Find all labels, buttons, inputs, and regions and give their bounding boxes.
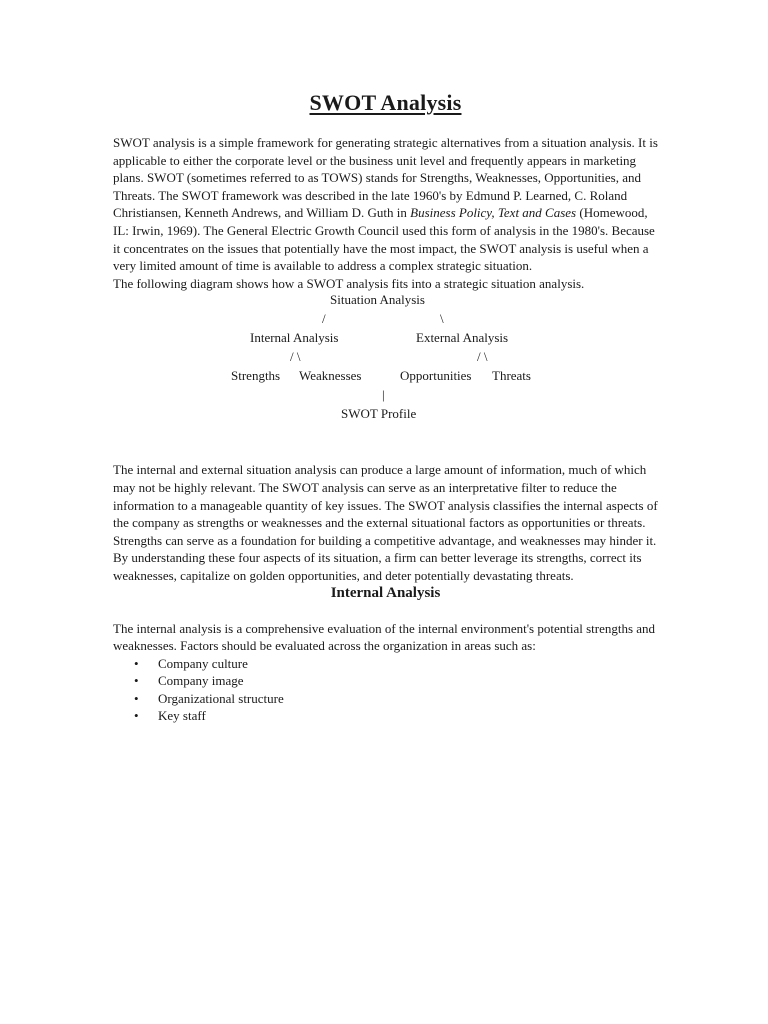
- diagram-lead-paragraph: The following diagram shows how a SWOT analysis fits into a strategic situation analysis.: [113, 275, 585, 291]
- bullet-icon: •: [134, 673, 139, 689]
- diagram-connector-left: /: [322, 311, 326, 327]
- bullet-icon: •: [134, 655, 139, 671]
- internal-factors-list: [113, 655, 658, 725]
- swot-diagram: [113, 292, 658, 427]
- intro-text-start: SWOT analysis is a simple framework for generating strategic alternatives from a situation analysis. It is applicable to either the corporate level or the business unit level and frequently appears in marketing plans. SWOT (sometimes referred to as TOWS) stands for Strengths, Weaknesses, Opportunities, and Threats. The SWOT framework was described in the late 1960's by Edmund P. Learned, C. Roland Christiansen, Kenneth Andrews, and William D. Guth in: [113, 135, 658, 221]
- diagram-node-internal-analysis: Internal Analysis: [250, 330, 339, 346]
- diagram-node-strengths: Strengths: [231, 368, 281, 384]
- diagram-connector-right: \: [440, 311, 444, 327]
- internal-analysis-heading: Internal Analysis: [330, 584, 441, 601]
- diagram-node-threats: Threats: [492, 368, 531, 384]
- bullet-icon: •: [134, 690, 139, 706]
- list-item: [134, 655, 658, 673]
- diagram-node-external-analysis: External Analysis: [416, 330, 509, 346]
- list-item: [134, 672, 658, 690]
- intro-paragraph: [113, 134, 658, 275]
- diagram-node-opportunities: Opportunities: [400, 368, 472, 384]
- filter-paragraph: The internal and external situation analysis can produce a large amount of information, much of which may not be highly relevant. The SWOT analysis can serve as an interpretative filter to reduce the information to a manageable quantity of key issues. The SWOT analysis classifies the internal aspects of the company as strengths or weaknesses and the external situational factors as opportunities or threats. Strengths can serve as a foundation for building a competitive advantage, and weaknesses may hinder it. By understanding these four aspects of its situation, a firm can better leverage its strengths, correct its weaknesses, capitalize on golden opportunities, and deter potentially devastating threats.: [113, 462, 658, 583]
- diagram-connector-internal-branches: / \: [290, 349, 301, 365]
- diagram-node-weaknesses: Weaknesses: [299, 368, 362, 384]
- list-item-label: Key staff: [158, 708, 206, 724]
- list-item: [134, 707, 658, 725]
- list-item-label: Organizational structure: [158, 690, 284, 706]
- document-page: [113, 90, 658, 725]
- internal-analysis-paragraph: The internal analysis is a comprehensive evaluation of the internal environment's potential strengths and weaknesses. Factors should be evaluated across the organization in areas such as:: [113, 620, 656, 654]
- list-item-label: Company culture: [158, 655, 248, 671]
- diagram-node-swot-profile: SWOT Profile: [341, 406, 417, 422]
- page-title: SWOT Analysis: [309, 90, 462, 115]
- bullet-icon: •: [134, 708, 139, 724]
- list-item-label: Company image: [158, 673, 244, 689]
- list-item: [134, 690, 658, 708]
- diagram-connector-pipe: |: [382, 387, 385, 403]
- book-title-italic: Business Policy, Text and Cases: [410, 205, 577, 221]
- diagram-connector-external-branches: / \: [477, 349, 488, 365]
- intro-text-end: (Homewood, IL: Irwin, 1969). The General Electric Growth Council used this form of analysis in the 1980's. Because it concentrates on the issues that potentially have the most impact, the SWOT analysis is useful when a very limited amount of time is available to address a complex strategic situation.: [113, 205, 655, 274]
- diagram-node-situation-analysis: Situation Analysis: [330, 292, 425, 308]
